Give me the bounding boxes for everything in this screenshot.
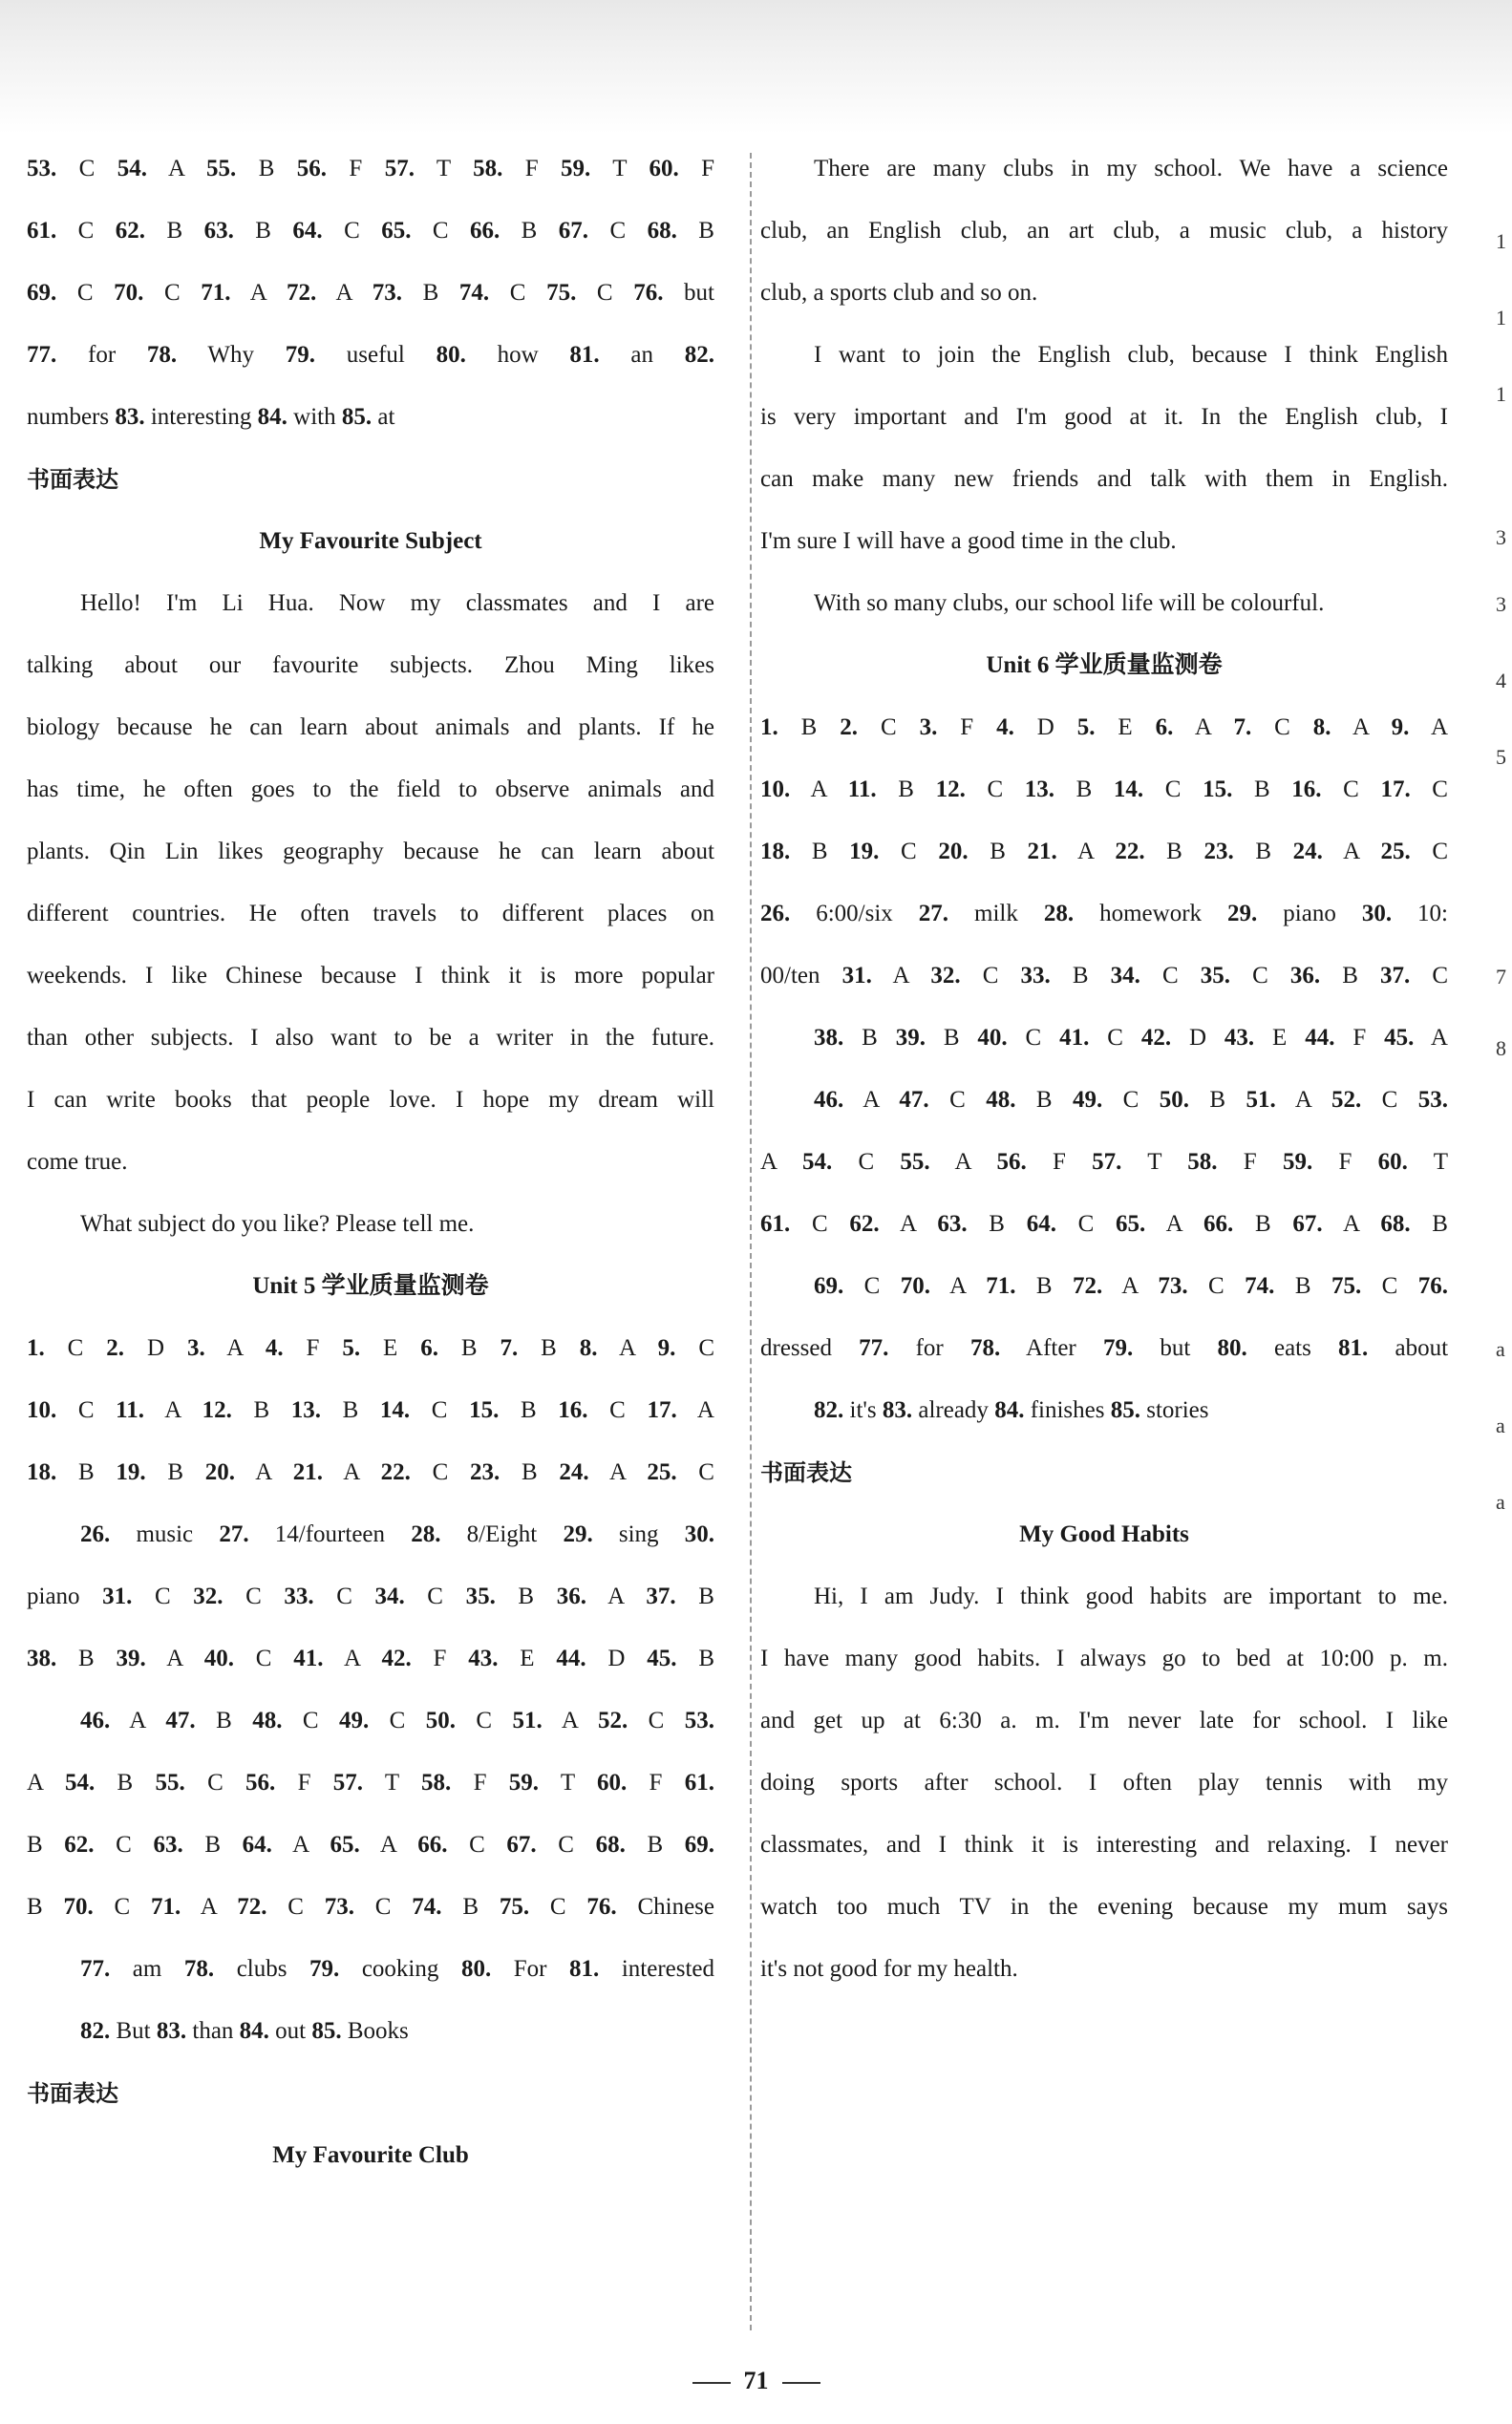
text-line: club, a sports club and so on. — [760, 280, 1038, 306]
answer-line: 77. am 78. clubs 79. cooking 80. For 81. interested — [80, 1956, 715, 1982]
scan-top-band — [0, 0, 1512, 134]
answer-line: 38. B 39. B 40. C 41. C 42. D 43. E 44. F 45. A — [814, 1025, 1448, 1051]
text-line: I can write books that people love. I hope my dream will — [27, 1087, 714, 1113]
text-line: weekends. I like Chinese because I think it is more popular — [27, 963, 714, 989]
answer-line: A 54. B 55. C 56. F 57. T 58. F 59. T 60. F 61. — [27, 1770, 714, 1796]
edge-fragment: 4 — [1496, 669, 1506, 692]
answer-line: 82. But 83. than 84. out 85. Books — [80, 2018, 409, 2044]
answer-line: 61. C 62. B 63. B 64. C 65. C 66. B 67. C 68. B — [27, 218, 714, 244]
text-line: talking about our favourite subjects. Zhou Ming likes — [27, 652, 714, 678]
answer-line: 18. B 19. C 20. B 21. A 22. B 23. B 24. A 25. C — [760, 839, 1448, 864]
edge-fragment: 1 — [1496, 382, 1506, 406]
answer-line: 00/ten 31. A 32. C 33. B 34. C 35. C 36. B 37. C — [760, 963, 1448, 989]
section-label: 书面表达 — [27, 466, 118, 493]
left-column — [27, 148, 714, 2197]
page-number-dash-right — [782, 2382, 820, 2384]
answer-line: 69. C 70. C 71. A 72. A 73. B 74. C 75. C 76. but — [27, 280, 715, 306]
answer-line: 1. C 2. D 3. A 4. F 5. E 6. B 7. B 8. A 9. C — [27, 1335, 715, 1361]
page-number-dash-left — [692, 2382, 731, 2384]
edge-fragment: 7 — [1496, 965, 1506, 989]
text-line: I'm sure I will have a good time in the club. — [760, 528, 1177, 554]
text-line: club, an English club, an art club, a music club, a history — [760, 218, 1448, 244]
text-line: Hello! I'm Li Hua. Now my classmates and I are — [80, 590, 714, 616]
section-heading: My Favourite Club — [272, 2142, 469, 2168]
right-column — [760, 148, 1448, 2010]
answer-line: 1. B 2. C 3. F 4. D 5. E 6. A 7. C 8. A 9. A — [760, 714, 1449, 740]
text-line: watch too much TV in the evening because my mum says — [760, 1894, 1448, 1920]
section-heading: Unit 5 学业质量监测卷 — [252, 1273, 489, 1299]
text-line: I want to join the English club, because I think English — [814, 342, 1448, 368]
answer-line: 38. B 39. A 40. C 41. A 42. F 43. E 44. D 45. B — [27, 1646, 715, 1671]
text-line: With so many clubs, our school life will be colourful. — [814, 590, 1325, 616]
text-line: can make many new friends and talk with them in English. — [760, 466, 1448, 492]
answer-line: B 62. C 63. B 64. A 65. A 66. C 67. C 68. B 69. — [27, 1832, 714, 1858]
edge-fragment: 1 — [1496, 229, 1506, 253]
section-label: 书面表达 — [27, 2080, 118, 2107]
answer-line: 26. 6:00/six 27. milk 28. homework 29. piano 30. 10: — [760, 901, 1448, 926]
text-line: is very important and I'm good at it. In the English club, I — [760, 404, 1448, 430]
answer-line: 82. it's 83. already 84. finishes 85. stories — [814, 1397, 1209, 1423]
text-line: plants. Qin Lin likes geography because he can learn about — [27, 839, 714, 864]
answer-line: 46. A 47. B 48. C 49. C 50. C 51. A 52. C 53. — [80, 1708, 714, 1733]
section-heading: My Good Habits — [1019, 1521, 1189, 1547]
answer-line: dressed 77. for 78. After 79. but 80. eats 81. about — [760, 1335, 1449, 1361]
answer-line: A 54. C 55. A 56. F 57. T 58. F 59. F 60. T — [760, 1149, 1449, 1175]
section-label: 书面表达 — [760, 1459, 852, 1486]
answer-line: 10. A 11. B 12. C 13. B 14. C 15. B 16. C 17. C — [760, 776, 1448, 802]
text-line: What subject do you like? Please tell me. — [80, 1211, 475, 1237]
text-line: classmates, and I think it is interesting and relaxing. I never — [760, 1832, 1448, 1858]
edge-fragment: 3 — [1496, 525, 1506, 549]
section-heading: My Favourite Subject — [259, 528, 482, 554]
text-line: Hi, I am Judy. I think good habits are important to me. — [814, 1584, 1448, 1609]
text-line: and get up at 6:30 a. m. I'm never late for school. I like — [760, 1708, 1448, 1733]
text-line: doing sports after school. I often play tennis with my — [760, 1770, 1448, 1796]
answer-line: 46. A 47. C 48. B 49. C 50. B 51. A 52. C 53. — [814, 1087, 1448, 1113]
answer-line: 61. C 62. A 63. B 64. C 65. A 66. B 67. A 68. B — [760, 1211, 1448, 1237]
edge-fragment: a — [1496, 1414, 1505, 1437]
edge-fragment: a — [1496, 1337, 1505, 1361]
answer-line: 26. music 27. 14/fourteen 28. 8/Eight 29. sing 30. — [80, 1521, 714, 1547]
answer-line: piano 31. C 32. C 33. C 34. C 35. B 36. A 37. B — [27, 1584, 714, 1609]
answer-line: 10. C 11. A 12. B 13. B 14. C 15. B 16. C 17. A — [27, 1397, 714, 1423]
answer-line: 69. C 70. A 71. B 72. A 73. C 74. B 75. C 76. — [814, 1273, 1448, 1299]
section-heading: Unit 6 学业质量监测卷 — [986, 652, 1223, 678]
edge-fragment: a — [1496, 1490, 1505, 1514]
text-line: There are many clubs in my school. We have a science — [814, 156, 1448, 181]
column-divider — [750, 153, 752, 2330]
text-line: biology because he can learn about animals and plants. If he — [27, 714, 714, 740]
answer-line: numbers 83. interesting 84. with 85. at — [27, 404, 395, 430]
text-line: it's not good for my health. — [760, 1956, 1018, 1982]
text-line: has time, he often goes to the field to observe animals and — [27, 776, 714, 802]
edge-fragment: 5 — [1496, 745, 1506, 769]
edge-fragment: 8 — [1496, 1036, 1506, 1060]
text-line: than other subjects. I also want to be a writer in the future. — [27, 1025, 714, 1051]
edge-fragment: 3 — [1496, 592, 1506, 616]
text-line: different countries. He often travels to different places on — [27, 901, 714, 926]
text-line: I have many good habits. I always go to bed at 10:00 p. m. — [760, 1646, 1448, 1671]
answer-line: B 70. C 71. A 72. C 73. C 74. B 75. C 76. Chinese — [27, 1894, 714, 1920]
page-number — [0, 2367, 1512, 2395]
answer-line: 77. for 78. Why 79. useful 80. how 81. an 82. — [27, 342, 714, 368]
answer-line: 18. B 19. B 20. A 21. A 22. C 23. B 24. A 25. C — [27, 1459, 714, 1485]
page-number-value: 71 — [743, 2367, 769, 2394]
edge-fragment: 1 — [1496, 306, 1506, 330]
answer-line: 53. C 54. A 55. B 56. F 57. T 58. F 59. T 60. F — [27, 156, 714, 181]
text-line: come true. — [27, 1149, 128, 1175]
